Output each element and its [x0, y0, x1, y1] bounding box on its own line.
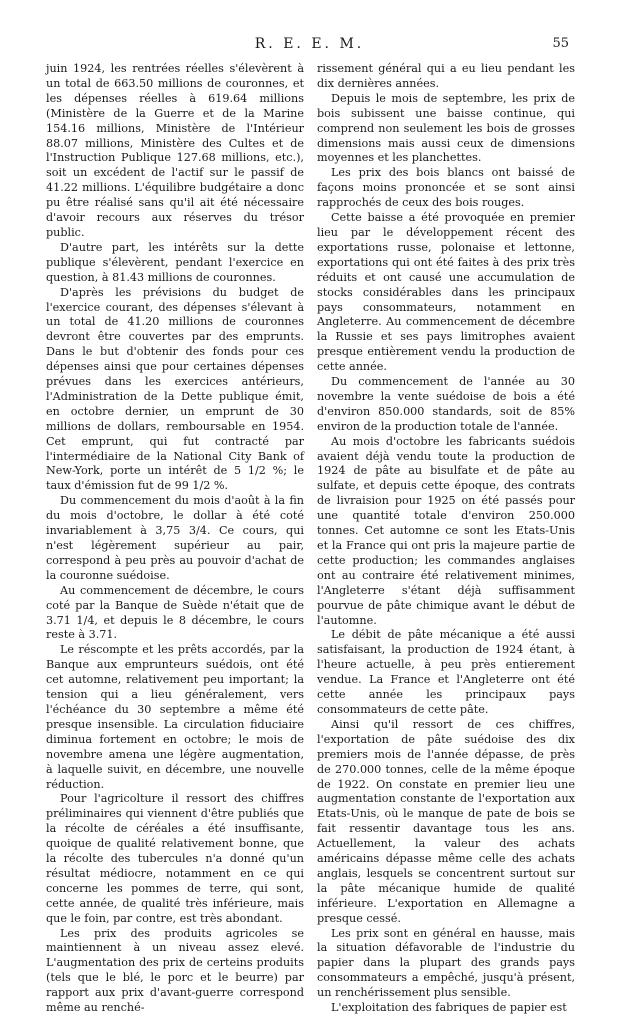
paragraph: rissement général qui a eu lieu pendant les dix dernières années. [317, 62, 575, 90]
paragraph: Du commencement du mois d'août à la fin du mois d'octobre, le dollar à été coté invariablement à 3,75 3/4. Ce cours, qui n'est légèrement supérieur au pair, correspond à peu près au pouvoir d'achat de la couronne suédoise. [46, 494, 304, 582]
paragraph: Les prix des produits agricoles se maintiennent à un niveau assez elevé. L'augmentation des prix de certeins produits (tels que le blé, le porc et le beurre) par rapport aux prix d'avant-guerre correspond même au renché- [46, 926, 304, 1015]
paragraph: Du commencement de l'année au 30 novembre la vente suédoise de bois a été d'environ 850.000 standards, soit de 85% environ de la production totale de l'année. [317, 375, 575, 433]
paragraph: juin 1924, les rentrées réelles s'élevèrent à un total de 663.50 millions de couronnes, et les dépenses réelles à 619.64 millions (Ministère de la Guerre et de la Marine 154.16 millions, Ministère de l'Intérieur 88.07 millions, Ministère des Cultes et de l'Instruction Publique 127.68 millions, etc.), soit un excédent de l'actif sur le passif de 41.22 millions. L'équilibre budgétaire a donc pu être réalisé sans qu'il ait été nécessaire d'avoir recours aux réserves du trésor public. [46, 62, 304, 239]
paragraph: Pour l'agricolture il ressort des chiffres préliminaires qui viennent d'être publiés que la récolte de céréales a été insuffisante, quoique de qualité relativement bonne, que la récolte des tubercules n'a donné qu'un résultat médiocre, notamment en ce qui concerne les pommes de terre, qui sont, cette année, de qualité très inférieure, mais que le foin, par contre, est très abondant. [46, 792, 304, 925]
paragraph: Les prix des bois blancs ont baissé de façons moins prononcée et se sont ainsi rapprochés de ceux des bois rouges. [317, 166, 575, 210]
paragraph: Cette baisse a été provoquée en premier lieu par le développement récent des exportations russe, polonaise et lettonne, exportations qui ont été faites à des prix très réduits et ont causé une accumulation de stocks considérables dans les principaux pays consommateurs, notamment en Angleterre. Au commencement de décembre la Russie et ses pays limitrophes avaient presque entièrement vendu la production de cette année. [317, 211, 575, 374]
paragraph: Le réscompte et les prêts accordés, par la Banque aux emprunteurs suédois, ont été cet automne, relativement peu important; la tension qui a lieu généralement, vers l'échéance du 30 septembre a même été presque insensible. La circulation fiduciaire diminua fortement en octobre; le mois de novembre amena une légère augmentation, à laquelle suivit, en décembre, une nouvelle réduction. [46, 643, 304, 791]
paragraph: Depuis le mois de septembre, les prix de bois subissent une baisse continue, qui comprend non seulement les bois de grosses dimensions mais aussi ceux de dimensions moyennes et les planchettes. [317, 91, 575, 165]
page-number: 55 [552, 36, 569, 51]
paragraph: Au commencement de décembre, le cours coté par la Banque de Suède n'était que de 3.71 1/4, et depuis le 8 décembre, le cours reste à 3.71. [46, 583, 304, 642]
paragraph: Les prix sont en général en hausse, mais la situation défavorable de l'industrie du papier dans la plupart des grands pays consommateurs a empêché, jusqu'à présent, un renchérissement plus sensible. [317, 926, 575, 1000]
right-column [317, 62, 575, 1015]
paragraph: D'après les prévisions du budget de l'exercice courant, des dépenses s'élevant à un total de 41.20 millions de couronnes devront être couvertes par des emprunts. Dans le but d'obtenir des fonds pour ces dépenses ainsi que pour certaines dépenses prévues dans les exercices antérieurs, l'Administration de la Dette publique émit, en octobre dernier, un emprunt de 30 millions de dollars, remboursable en 1954. Cet emprunt, qui fut contracté par l'intermédiaire de la National City Bank of New-York, porte un intérêt de 5 1/2 %; le taux d'émission fut de 99 1/2 %. [46, 285, 304, 493]
left-column [46, 62, 304, 1015]
paragraph: Au mois d'octobre les fabricants suédois avaient déjà vendu toute la production de 1924 de pâte au bisulfate et de pâte au sulfate, et depuis cette époque, des contrats de livraision pour 1925 on été passés pour une quantité totale d'environ 250.000 tonnes. Cet automne ce sont les Etats-Unis et la France qui ont pris la majeure partie de cette production; les commandes anglaises ont au contraire été relativement minimes, l'Angleterre s'étant déjà suffisamment pourvue de pâte chimique avant le début de l'automne. [317, 434, 575, 627]
paragraph: Ainsi qu'il ressort de ces chiffres, l'exportation de pâte suédoise des dix premiers mois de l'année dépasse, de près de 270.000 tonnes, celle de la même époque de 1922. On constate en premier lieu une augmentation constante de l'exportation aux Etats-Unis, où le manque de pate de bois se fait ressentir davantage tous les ans. Actuellement, la valeur des achats américains dépasse même celle des achats anglais, lesquels se concentrent surtout sur la pâte mécanique humide de qualité inférieure. L'exportation en Allemagne a presque cessé. [317, 717, 575, 925]
paragraph: L'exploitation des fabriques de papier est [331, 1001, 567, 1015]
page-header [0, 36, 619, 56]
running-title: R. E. E. M. [254, 36, 365, 52]
paragraph: D'autre part, les intérêts sur la dette publique s'élevèrent, pendant l'exercice en question, à 81.43 millions de couronnes. [46, 240, 304, 284]
paragraph: Le débit de pâte mécanique a été aussi satisfaisant, la production de 1924 étant, à l'heure actuelle, à peu près entierement vendue. La France et l'Angleterre ont été cette année les principaux pays consommateurs de cette pâte. [317, 628, 575, 716]
